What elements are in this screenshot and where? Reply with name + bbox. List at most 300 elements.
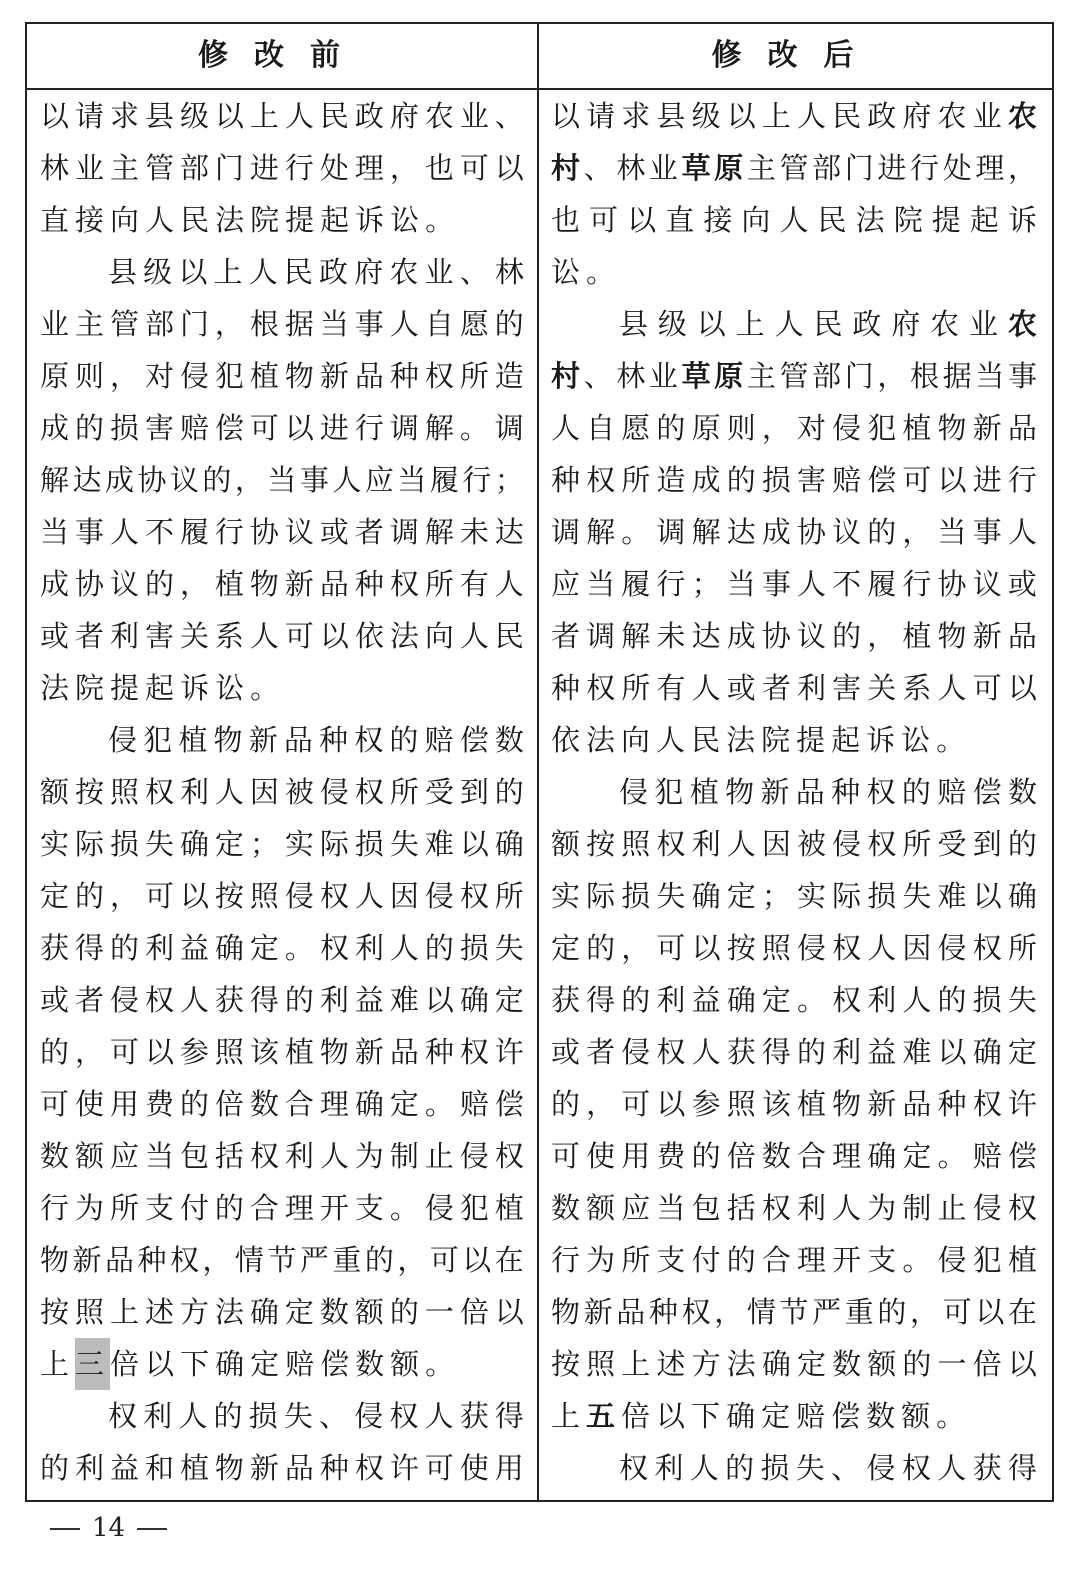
text-line [551, 246, 1037, 298]
text-char: 利 [656, 983, 686, 1017]
text-char: 当 [267, 463, 297, 497]
text-char: 系 [902, 671, 932, 705]
text-char: 议 [284, 515, 314, 549]
text-char: 权 [832, 931, 862, 965]
text-char: 人 [145, 203, 181, 237]
text-char: 开 [832, 1243, 862, 1277]
text-char: 关 [179, 619, 209, 653]
text-char: 受 [937, 827, 967, 861]
text-char: ， [714, 1295, 744, 1329]
text-char: 述 [656, 1347, 686, 1381]
text-line [40, 194, 524, 246]
text-char: 协 [74, 567, 104, 601]
text-char: 协 [137, 463, 167, 497]
text-char: 政 [852, 307, 882, 341]
text-char: 获 [551, 983, 581, 1017]
text-char: 偿 [867, 463, 897, 497]
text-char: 受 [424, 775, 454, 809]
text-char: 业 [648, 359, 678, 393]
text-line [40, 766, 524, 818]
text-char: 以 [494, 1295, 524, 1329]
text-char: 、 [831, 1451, 861, 1485]
text-char: 使 [74, 1087, 104, 1121]
text-char: 法 [726, 723, 762, 757]
text-char: 事 [1007, 359, 1037, 393]
text-char: 因 [761, 827, 791, 861]
text-char: 议 [169, 463, 199, 497]
text-char: 种 [551, 463, 581, 497]
text-char: 新 [249, 1451, 279, 1485]
text-char: 在 [494, 1243, 524, 1277]
text-char: 数 [866, 1399, 902, 1433]
text-char: 府 [902, 99, 932, 133]
text-char: 用 [494, 1451, 524, 1485]
text-char: 林 [494, 255, 524, 289]
text-char: 际 [319, 827, 349, 861]
text-line [551, 1286, 1037, 1338]
text-char: 可 [109, 1035, 139, 1069]
text-char: ， [109, 879, 139, 913]
text-char: 定 [726, 879, 756, 913]
text-char: 。 [936, 1399, 972, 1433]
text-char: 侵 [179, 359, 209, 393]
text-char: 权 [866, 775, 896, 809]
text-char: 上 [109, 1295, 139, 1329]
text-char: 犯 [867, 411, 897, 445]
text-char: 获 [214, 983, 244, 1017]
text-char: 偿 [972, 775, 1002, 809]
text-char: 解 [621, 619, 651, 653]
text-char: 人 [249, 619, 279, 653]
text-line [551, 974, 1037, 1026]
text-char: 业 [972, 99, 1002, 133]
text-char: 物 [284, 359, 314, 393]
text-char: 的 [725, 1451, 755, 1485]
text-char: 严 [812, 1295, 842, 1329]
text-char: ， [621, 931, 651, 965]
text-line [40, 1026, 524, 1078]
text-char: 额 [354, 1295, 384, 1329]
text-char: 被 [284, 775, 314, 809]
text-char: 处 [942, 151, 972, 185]
text-char: 行 [214, 515, 244, 549]
text-char: 品 [319, 567, 349, 601]
text-char: 的 [691, 1139, 721, 1173]
text-char: 到 [972, 827, 1002, 861]
text-char: 以 [691, 931, 721, 965]
text-char: 种 [831, 775, 861, 809]
text-char: 的 [656, 411, 686, 445]
text-char: 起 [831, 723, 867, 757]
text-char: 未 [656, 619, 686, 653]
text-char: 所 [459, 359, 489, 393]
text-line [40, 90, 524, 142]
text-char: 的 [144, 567, 174, 601]
text-char: 照 [249, 879, 279, 913]
text-char: 损 [761, 463, 791, 497]
text-char: 数 [761, 1139, 791, 1173]
text-char: 费 [144, 1087, 174, 1121]
text-char: ， [902, 515, 932, 549]
text-char: 重 [332, 1243, 362, 1277]
text-char: 的 [74, 411, 104, 445]
text-char: 讼 [215, 671, 251, 705]
text-char: 县 [619, 307, 649, 341]
text-char: 失 [656, 879, 686, 913]
text-char: 解 [691, 515, 721, 549]
text-char: 因 [249, 775, 279, 809]
inserted-char: 村 [551, 359, 581, 393]
text-char: 物 [725, 775, 755, 809]
text-char: 人 [691, 1035, 721, 1069]
text-char: 侵 [832, 411, 862, 445]
text-char: 人 [248, 255, 278, 289]
text-char: 利 [691, 827, 721, 861]
text-char: 物 [213, 723, 243, 757]
text-char: 犯 [654, 775, 684, 809]
text-line [551, 662, 1037, 714]
text-char: 上 [621, 1347, 651, 1381]
text-char: 级 [143, 255, 173, 289]
text-char: 人 [214, 775, 244, 809]
text-char: 确 [691, 879, 721, 913]
text-char: 、 [583, 151, 613, 185]
text-char: 可 [589, 203, 619, 237]
text-char: 得 [761, 1035, 791, 1069]
text-char: 依 [551, 723, 587, 757]
text-char: 根 [910, 359, 940, 393]
text-char: 种 [648, 1295, 678, 1329]
text-char: 倍 [459, 1295, 489, 1329]
text-char: 人 [179, 983, 209, 1017]
text-char: 。 [936, 723, 972, 757]
text-char: 确 [249, 1295, 279, 1329]
text-char: 偿 [459, 723, 489, 757]
text-char: 。 [389, 1191, 419, 1225]
text-char: 行 [551, 1243, 581, 1277]
text-char: 权 [972, 931, 1002, 965]
text-char: 定 [551, 931, 581, 965]
text-char: 原 [40, 359, 70, 393]
text-char: 权 [972, 1087, 1002, 1121]
text-line [40, 610, 524, 662]
text-char: 向 [741, 203, 771, 237]
inserted-char: 五 [586, 1399, 622, 1433]
text-char: 际 [586, 879, 616, 913]
text-char: 益 [179, 931, 209, 965]
text-char: 成 [104, 463, 134, 497]
text-char: 定 [902, 1139, 932, 1173]
text-char: 人 [796, 567, 826, 601]
text-char: 部 [144, 307, 174, 341]
text-char: 利 [319, 983, 349, 1017]
text-char: 有 [656, 671, 686, 705]
text-char: 解 [586, 515, 616, 549]
text-char: 开 [319, 1191, 349, 1225]
text-char: 门 [179, 307, 209, 341]
footer-dash-right [137, 1528, 167, 1530]
text-char: 以 [726, 99, 756, 133]
text-char: 可 [656, 931, 686, 965]
text-char: 系 [214, 619, 244, 653]
text-line [551, 714, 1037, 766]
inserted-char: 原 [714, 151, 744, 185]
text-char: 损 [867, 879, 897, 913]
text-char: 调 [494, 411, 524, 445]
text-char: 赔 [459, 1087, 489, 1121]
text-char: 侵 [284, 879, 314, 913]
text-char: 行 [284, 151, 314, 185]
text-char: 据 [942, 359, 972, 393]
text-char: 当 [40, 515, 70, 549]
text-char: 的 [214, 1191, 244, 1225]
comparison-table [25, 22, 1054, 1502]
text-char: 植 [179, 1451, 209, 1485]
text-char: 议 [109, 567, 139, 601]
text-char: 民 [494, 619, 524, 653]
text-char: 数 [319, 1295, 349, 1329]
text-char: 权 [494, 1139, 524, 1173]
text-char: 县 [656, 99, 686, 133]
text-char: 方 [179, 1295, 209, 1329]
text-line [40, 1234, 524, 1286]
text-line [551, 558, 1037, 610]
text-char: 起 [969, 203, 999, 237]
text-char: 诉 [1007, 203, 1037, 237]
text-char: 植 [902, 411, 932, 445]
text-char: 当 [975, 359, 1005, 393]
text-char: 事 [74, 515, 104, 549]
text-char: 行 [902, 567, 932, 601]
text-char: 起 [320, 203, 356, 237]
text-char: 得 [249, 983, 279, 1017]
text-char: ， [179, 567, 209, 601]
text-char: 利 [179, 775, 209, 809]
text-char: 按 [40, 1295, 70, 1329]
text-char: 的 [937, 983, 967, 1017]
text-char: 赔 [796, 1399, 832, 1433]
text-char: 级 [179, 99, 209, 133]
text-char: 物 [40, 1243, 70, 1277]
text-line [40, 454, 524, 506]
text-char: 的 [726, 1243, 756, 1277]
text-char: 新 [72, 1243, 102, 1277]
text-char: 赔 [179, 411, 209, 445]
text-char: 获 [972, 1451, 1002, 1485]
text-char: 赔 [937, 775, 967, 809]
text-char: 数 [40, 1139, 70, 1173]
text-line [551, 1442, 1037, 1494]
text-char: 人 [284, 99, 314, 133]
text-char: 品 [104, 1243, 134, 1277]
text-char: 额 [74, 1139, 104, 1173]
text-char: 可 [942, 1295, 972, 1329]
inserted-char: 农 [1007, 307, 1037, 341]
text-char: 的 [621, 983, 651, 1017]
text-char: 或 [40, 983, 70, 1017]
text-char: 利 [144, 931, 174, 965]
text-char: 法 [214, 1295, 244, 1329]
text-char: 节 [779, 1295, 809, 1329]
text-char: 请 [74, 99, 104, 133]
text-char: 协 [761, 619, 791, 653]
text-char: 县 [144, 99, 174, 133]
text-char: 以 [40, 99, 70, 133]
header-before: 修改前 [198, 38, 366, 73]
text-char: 者 [74, 619, 104, 653]
text-char: 成 [40, 567, 70, 601]
text-line [551, 1026, 1037, 1078]
text-char: 赔 [832, 463, 862, 497]
text-char: 权 [319, 879, 349, 913]
text-line [551, 402, 1037, 454]
text-char: 照 [109, 775, 139, 809]
text-char: 原 [691, 411, 721, 445]
text-char: 县 [108, 255, 138, 289]
text-line [551, 454, 1037, 506]
column-before [40, 90, 524, 1498]
text-char: 院 [250, 203, 286, 237]
text-char: 以 [424, 983, 454, 1017]
text-char: 括 [214, 1139, 244, 1173]
text-line [40, 1130, 524, 1182]
text-char: 括 [726, 1191, 756, 1225]
text-char: 得 [586, 983, 616, 1017]
text-char: 的 [867, 515, 897, 549]
text-char: 关 [867, 671, 897, 705]
text-char: 人 [389, 931, 419, 965]
text-char: 所 [621, 1243, 651, 1277]
text-char: 理 [284, 1191, 314, 1225]
text-char: 定 [40, 879, 70, 913]
text-char: 实 [796, 879, 826, 913]
text-char: 赔 [424, 723, 454, 757]
text-char: 所 [621, 463, 651, 497]
text-char: 损 [760, 1451, 790, 1485]
text-char: 确 [726, 1399, 762, 1433]
inserted-char: 原 [714, 359, 744, 393]
inserted-char: 草 [681, 151, 711, 185]
text-char: 上 [213, 255, 243, 289]
text-char: 物 [319, 1035, 349, 1069]
text-char: 或 [319, 515, 349, 549]
text-char: 可 [902, 463, 932, 497]
text-char: 额 [901, 1399, 937, 1433]
text-char: ， [910, 1295, 940, 1329]
text-char: 可 [40, 1087, 70, 1121]
text-char: 接 [703, 203, 733, 237]
text-char: 权 [832, 983, 862, 1017]
text-char: 际 [74, 827, 104, 861]
text-char: 主 [109, 151, 139, 185]
text-char: 权 [656, 827, 686, 861]
text-line [40, 870, 524, 922]
text-char: 协 [249, 515, 279, 549]
text-char: 照 [74, 1295, 104, 1329]
text-char: 的 [389, 723, 419, 757]
text-char: 可 [972, 671, 1002, 705]
text-char: 种 [424, 1035, 454, 1069]
text-char: 政 [319, 255, 349, 289]
text-char: 人 [832, 1191, 862, 1225]
text-char: 品 [795, 775, 825, 809]
text-char: 对 [796, 411, 826, 445]
text-char: 侵 [832, 827, 862, 861]
text-char: 的 [213, 1399, 243, 1433]
text-line [40, 350, 524, 402]
inserted-char: 农 [1007, 99, 1037, 133]
text-char: 人 [689, 1451, 719, 1485]
text-char: 成 [691, 463, 721, 497]
text-line [551, 298, 1037, 350]
text-char: 利 [143, 1399, 173, 1433]
text-char: 人 [389, 307, 419, 341]
text-line [40, 1286, 524, 1338]
text-char: 因 [389, 879, 419, 913]
text-char: 损 [621, 879, 651, 913]
text-char: 的 [1007, 827, 1037, 861]
text-char: 院 [75, 671, 111, 705]
text-line [40, 714, 524, 766]
text-line [551, 1234, 1037, 1286]
text-char: 愿 [459, 307, 489, 341]
text-char: 门 [844, 359, 874, 393]
text-char: 解 [424, 411, 454, 445]
text-char: 付 [179, 1191, 209, 1225]
text-char: 提 [285, 203, 321, 237]
text-char: 或 [40, 619, 70, 653]
text-char: 利 [832, 1035, 862, 1069]
text-char: 履 [429, 463, 459, 497]
text-char: 以 [972, 879, 1002, 913]
text-char: 当 [586, 567, 616, 601]
text-char: 侵 [424, 879, 454, 913]
text-char: 实 [40, 827, 70, 861]
text-char: 情 [746, 1295, 776, 1329]
text-char: 损 [459, 931, 489, 965]
text-char: 利 [109, 619, 139, 653]
text-char: ， [1007, 151, 1037, 185]
text-char: 倍 [214, 1087, 244, 1121]
text-char: 人 [691, 671, 721, 705]
text-char: 上 [249, 99, 279, 133]
text-char: 为 [586, 1243, 616, 1277]
text-char: 政 [867, 99, 897, 133]
text-char: 确 [867, 1139, 897, 1173]
text-char: 进 [972, 463, 1002, 497]
text-char: 物 [249, 567, 279, 601]
text-char: 未 [459, 515, 489, 549]
text-char: 法 [389, 619, 419, 653]
text-char: 政 [354, 99, 384, 133]
text-char: 益 [109, 1451, 139, 1485]
text-char: 物 [937, 619, 967, 653]
text-char: 农 [930, 307, 960, 341]
text-char: 以 [179, 879, 209, 913]
text-char: 许 [389, 1451, 419, 1485]
text-char: 植 [689, 775, 719, 809]
text-char: 事 [299, 463, 329, 497]
text-char: 上 [40, 1347, 76, 1381]
text-char: 者 [74, 983, 104, 1017]
text-char: 照 [761, 931, 791, 965]
text-char: 以 [696, 307, 726, 341]
text-char: 该 [761, 1087, 791, 1121]
text-char: 权 [249, 1139, 279, 1173]
text-char: 下 [691, 1399, 727, 1433]
text-char: 人 [178, 1399, 208, 1433]
text-line [40, 974, 524, 1026]
